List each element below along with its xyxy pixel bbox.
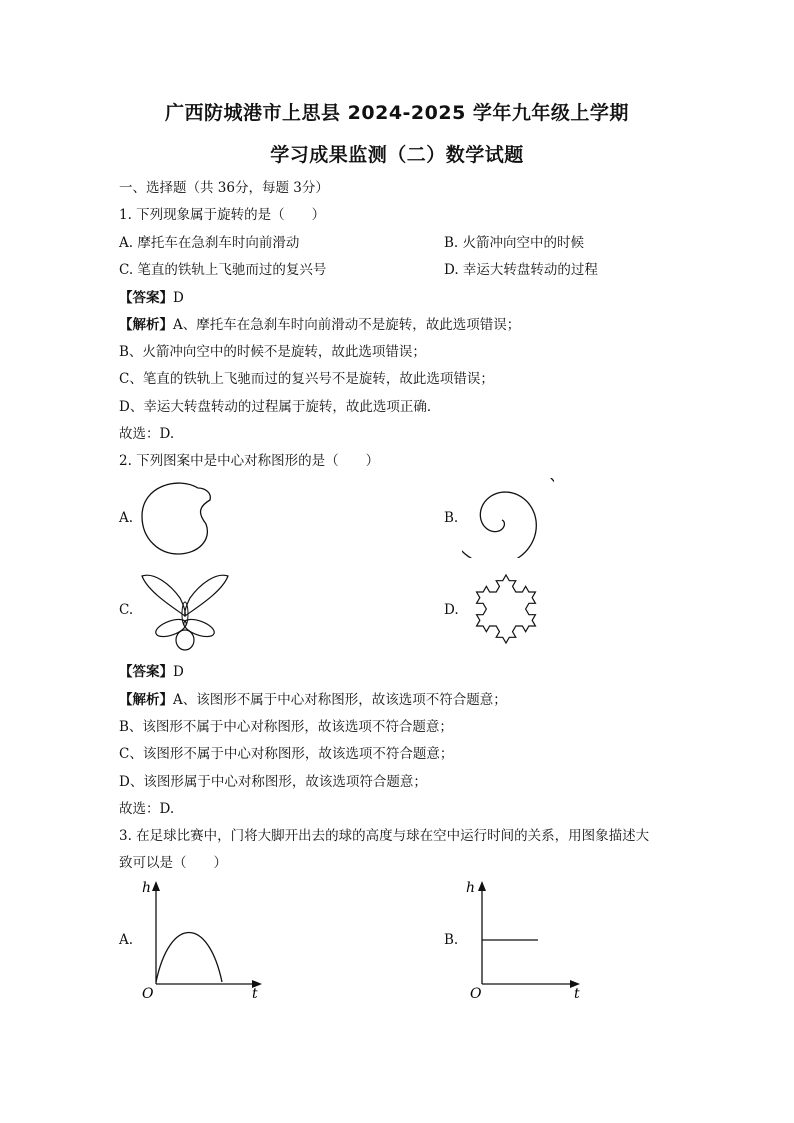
- q2-analysis-3: C、该图形不属于中心对称图形，故该选项不符合题意；: [119, 746, 454, 762]
- q2-stem: 2. 下列图案中是中心对称图形的是（ ）: [119, 453, 380, 469]
- q1-analysis-1: [119, 316, 520, 334]
- q2-analysis-2: B、该图形不属于中心对称图形，故该选项不符合题意；: [119, 719, 453, 735]
- q2-label-d: D.: [444, 602, 459, 618]
- q1-analysis-4: D、幸运大转盘转动的过程属于旋转，故此选项正确．: [119, 399, 441, 415]
- q2-figure-d-snowflake: [458, 562, 554, 656]
- q3b-axis-x-label: t: [574, 986, 580, 1001]
- q2-analysis-1: [119, 691, 507, 709]
- q3-graph-a-parabola: [138, 876, 268, 1001]
- title-line-1: 广西防城港市上思县 2024-2025 学年九年级上学期: [165, 102, 629, 124]
- q3a-axis-x-label: t: [252, 986, 258, 1001]
- q3b-axis-y-label: h: [466, 880, 476, 896]
- q2-figure-c-butterfly: [134, 568, 236, 652]
- q1-analysis-2: B、火箭冲向空中的时候不是旋转，故此选项错误；: [119, 344, 426, 360]
- q1-choose: 故选：D.: [119, 426, 175, 442]
- q3-stem-line-1: 3. 在足球比赛中，门将大脚开出去的球的高度与球在空中运行时间的关系，用图象描述大: [119, 828, 650, 844]
- q2-analysis-4: D、该图形属于中心对称图形，故该选项符合题意；: [119, 774, 427, 790]
- q1-stem: 1. 下列现象属于旋转的是（ ）: [119, 207, 326, 223]
- q1-answer: [119, 289, 184, 307]
- q3-label-b: B.: [444, 932, 459, 948]
- q1-option-d: D. 幸运大转盘转动的过程: [444, 262, 598, 278]
- q2-analysis-text-1: A、该图形不属于中心对称图形，故该选项不符合题意；: [173, 692, 507, 708]
- q1-answer-value: D: [173, 290, 184, 306]
- q2-label-a: A.: [119, 510, 134, 526]
- q2-figure-a-heart-shape: [138, 478, 218, 558]
- q2-figure-b-spiral: [462, 478, 554, 558]
- q3a-axis-y-label: h: [142, 880, 152, 896]
- q2-label-c: C.: [119, 602, 134, 618]
- q3-label-a: A.: [119, 932, 134, 948]
- q1-answer-tag: 【答案】: [119, 290, 173, 306]
- q2-choose: 故选：D.: [119, 801, 175, 817]
- q3a-origin-label: O: [142, 986, 154, 1001]
- q1-option-a: A. 摩托车在急刹车时向前滑动: [119, 235, 300, 251]
- q1-analysis-3: C、笔直的铁轨上飞驰而过的复兴号不是旋转，故此选项错误；: [119, 371, 494, 387]
- q3-stem-line-2: 致可以是（ ）: [119, 855, 227, 871]
- q2-answer-tag: 【答案】: [119, 664, 173, 680]
- q1-analysis-text-1: A、摩托车在急刹车时向前滑动不是旋转，故此选项错误；: [173, 317, 521, 333]
- title-line-2: 学习成果监测（二）数学试题: [270, 144, 524, 166]
- q3b-origin-label: O: [470, 986, 482, 1001]
- q2-analysis-tag: 【解析】: [119, 692, 173, 708]
- q3-graph-b-constant: [464, 876, 594, 1001]
- q2-answer: [119, 663, 184, 681]
- q1-option-c: C. 笔直的铁轨上飞驰而过的复兴号: [119, 262, 327, 278]
- q2-answer-value: D: [173, 664, 184, 680]
- q1-option-b: B. 火箭冲向空中的时候: [444, 235, 585, 251]
- section-heading: 一、选择题（共 36分，每题 3分）: [119, 180, 329, 196]
- q1-analysis-tag: 【解析】: [119, 317, 173, 333]
- q2-label-b: B.: [444, 510, 459, 526]
